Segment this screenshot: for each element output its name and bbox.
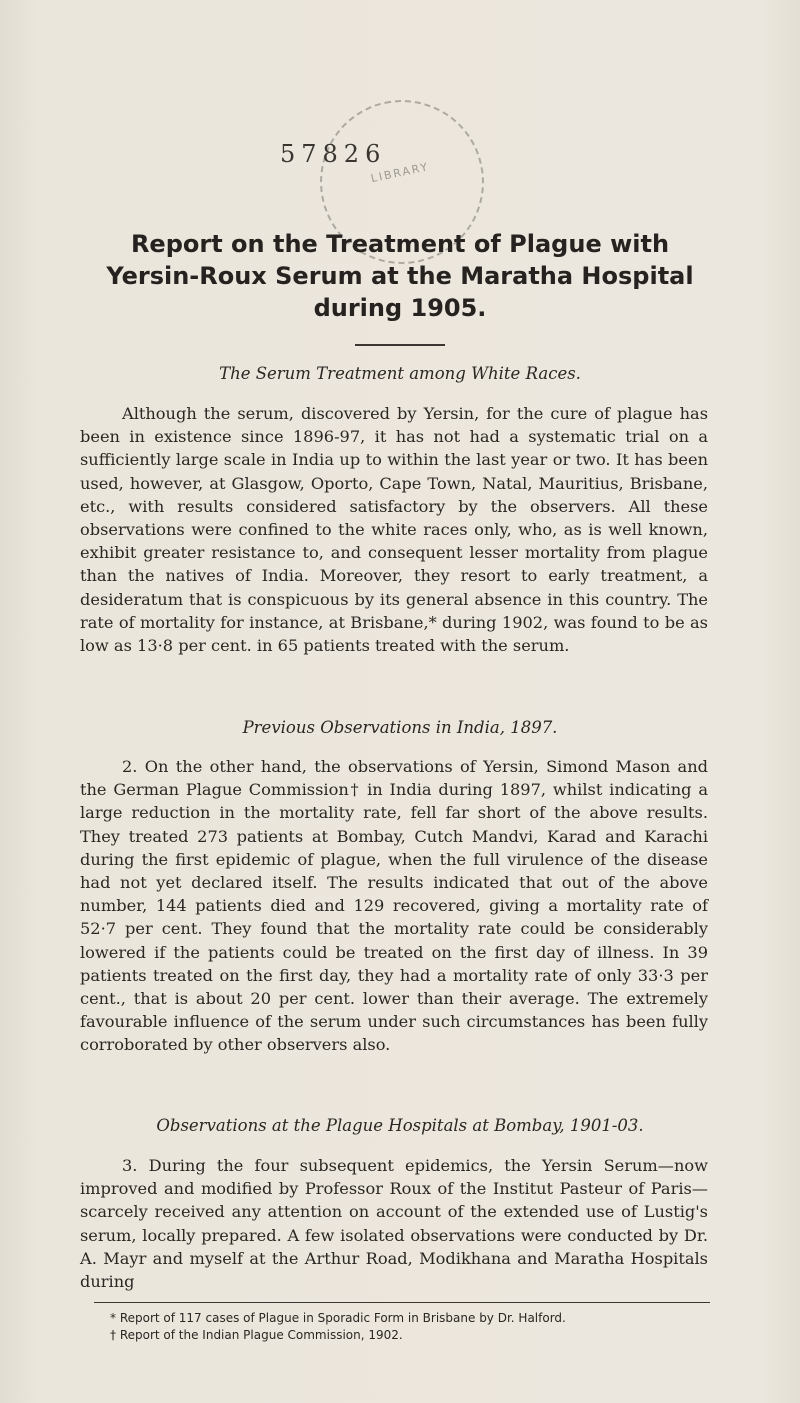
footnote-divider [94, 1302, 710, 1303]
footnotes [110, 1310, 710, 1344]
paragraph-1: Although the serum, discovered by Yersin, for the cure of plague has been in existence since 1896-97, it has not had a systematic trial on a sufficiently large scale in India up to within the last year or two. It has been used, however, at Glasgow, Oporto, Cape Town, Natal, Mauritius, Brisbane, etc., with results considered satisfactory by the observers. All these observations were confined to the white races only, who, as is well known, exhibit greater resistance to, and consequent lesser mortality from plague than the natives of India. Moreover, they resort to early treatment, a desideratum that is conspicuous by its general absence in this country. The rate of mortality for instance, at Brisbane,* during 1902, was found to be as low as 13·8 per cent. in 65 patients treated with the serum. [80, 404, 708, 656]
section-heading-india-1897: Previous Observations in India, 1897. [242, 718, 558, 737]
title-divider [355, 344, 445, 346]
section-heading-white-races: The Serum Treatment among White Races. [219, 364, 581, 383]
paragraph-3: 3. During the four subsequent epidemics, the Yersin Serum—now improved and modified by Professor Roux of the Institut Pasteur of Paris—scarcely received any attention on account of the extended use of Lustig's serum, locally prepared. A few isolated observations were conducted by Dr. A. Mayr and myself at the Arthur Road, Modikhana and Maratha Hospitals during [80, 1156, 708, 1292]
folio-number: 57826 [280, 140, 387, 168]
paragraph-2: 2. On the other hand, the observations of Yersin, Simond Mason and the German Plague Commission† in India during 1897, whilst indicating a large reduction in the mortality rate, fell far short of the above results. They treated 273 patients at Bombay, Cutch Mandvi, Karad and Karachi during the first epidemic of plague, when the full virulence of the disease had not yet declared itself. The results indicated that out of the above number, 144 patients died and 129 recovered, giving a mortality rate of 52·7 per cent. They found that the mortality rate could be considerably lowered if the patients could be treated on the first day of illness. In 39 patients treated on the first day, they had a mortality rate of only 33·3 per cent., that is about 20 per cent. lower than their average. The extremely favourable influence of the serum under such circumstances has been fully corroborated by other observers also. [80, 757, 708, 1055]
section-heading-bombay-1901: Observations at the Plague Hospitals at Bombay, 1901-03. [156, 1116, 644, 1135]
stamp-text: LIBRARY [369, 160, 431, 186]
footnote-2: † Report of the Indian Plague Commission, 1902. [110, 1328, 403, 1342]
footnote-1: * Report of 117 cases of Plague in Sporadic Form in Brisbane by Dr. Halford. [110, 1311, 566, 1325]
page-title: Report on the Treatment of Plague with Yersin-Roux Serum at the Maratha Hospital during 1905. [106, 230, 694, 322]
